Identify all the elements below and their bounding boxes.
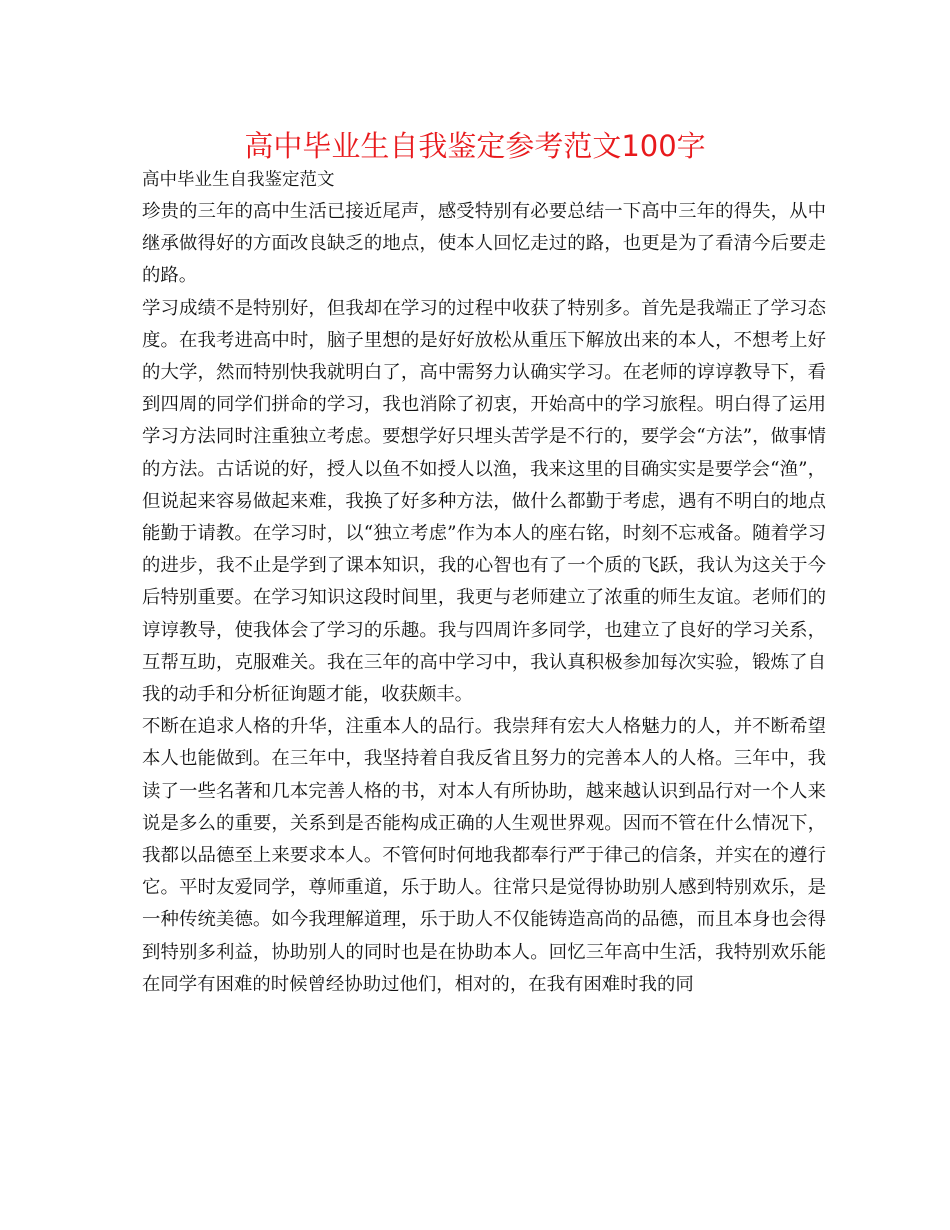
paragraph-study: 学习成绩不是特别好，但我却在学习的过程中收获了特别多。首先是我端正了学习态度。在我考进高中时，脑子里想的是好好放松从重压下解放出来的本人，不想考上好的大学，然而特别快我就明白了，高中需努力认确实学习。在老师的谆谆教导下，看到四周的同学们拼命的学习，我也消除了初衷，开始高中的学习旅程。明白得了运用学习方法同时注重独立考虑。要想学好只埋头苦学是不行的，要学会“方法”，做事情的方法。古话说的好，授人以鱼不如授人以渔，我来这里的目确实实是要学会“渔”，但说起来容易做起来难，我换了好多种方法，做什么都勤于考虑，遇有不明白的地点能勤于请教。在学习时，以“独立考虑”作为本人的座右铭，时刻不忘戒备。随着学习的进步，我不止是学到了课本知识，我的心智也有了一个质的飞跃，我认为这关于今后特别重要。在学习知识这段时间里，我更与老师建立了浓重的师生友谊。老师们的谆谆教导，使我体会了学习的乐趣。我与四周许多同学，也建立了良好的学习关系，互帮互助，克服难关。我在三年的高中学习中，我认真积极参加每次实验，锻炼了自我的动手和分析征询题才能，收获颇丰。 [142, 297, 826, 706]
document-subtitle: 高中毕业生自我鉴定范文 [142, 170, 335, 190]
paragraph-character: 不断在追求人格的升华，注重本人的品行。我崇拜有宏大人格魅力的人，并不断希望本人也能做到。在三年中，我坚持着自我反省且努力的完善本人的人格。三年中，我读了一些名著和几本完善人格的书，对本人有所协助，越来越认识到品行对一个人来说是多么的重要，关系到是否能构成正确的人生观世界观。因而不管在什么情况下，我都以品德至上来要求本人。不管何时何地我都奉行严于律己的信条，并实在的遵行它。平时友爱同学，尊师重道，乐于助人。往常只是觉得协助别人感到特别欢乐，是一种传统美德。如今我理解道理，乐于助人不仅能铸造高尚的品德，而且本身也会得到特别多利益，协助别人的同时也是在协助本人。回忆三年高中生活，我特别欢乐能在同学有困难的时候曾经协助过他们，相对的，在我有困难时我的同 [142, 716, 826, 995]
document-body [142, 164, 826, 1001]
paragraph-intro: 珍贵的三年的高中生活已接近尾声，感受特别有必要总结一下高中三年的得失，从中继承做得好的方面改良缺乏的地点，使本人回忆走过的路，也更是为了看清今后要走的路。 [142, 201, 826, 287]
document-title: 高中毕业生自我鉴定参考范文100字 [244, 129, 706, 163]
